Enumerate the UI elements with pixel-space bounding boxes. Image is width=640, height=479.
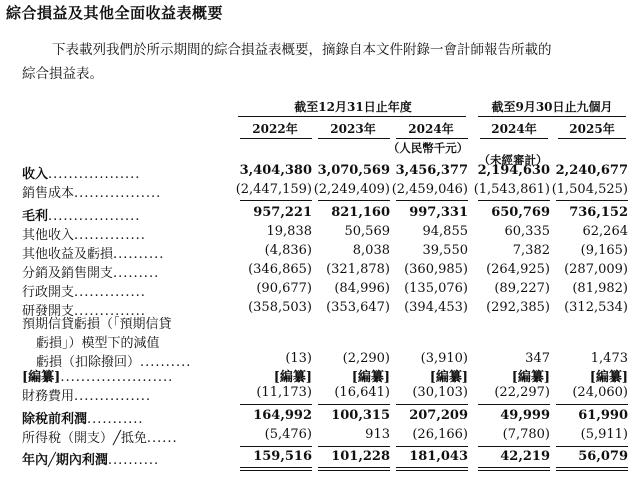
subtotal-rule bbox=[396, 404, 468, 405]
table-cell: (360,985) bbox=[404, 262, 468, 277]
double-rule-bottom bbox=[240, 470, 312, 471]
table-cell: (135,076) bbox=[404, 281, 468, 296]
table-cell: (81,982) bbox=[572, 281, 628, 296]
table-cell: (11,173) bbox=[256, 385, 312, 400]
row-label: 分銷及銷售開支......... bbox=[22, 266, 160, 281]
leader-dots: ............... bbox=[74, 389, 152, 404]
subtotal-rule bbox=[318, 200, 390, 201]
year-header-2023: 2023年 bbox=[330, 122, 376, 136]
year-underline-2024-interim bbox=[480, 138, 548, 139]
row-label: 財務費用............... bbox=[22, 389, 152, 404]
subtotal-rule bbox=[240, 404, 312, 405]
table-cell: (5,911) bbox=[580, 427, 628, 442]
table-cell: 3,456,377 bbox=[395, 163, 468, 178]
table-cell: (2,447,159) bbox=[235, 182, 312, 197]
leader-dots: ...... bbox=[146, 431, 178, 446]
page-title: 綜合損益及其他全面收益表概要 bbox=[6, 4, 224, 22]
double-rule-bottom bbox=[396, 470, 468, 471]
row-label: 研發開支.............. bbox=[22, 304, 146, 319]
row-label: 收入.................. bbox=[22, 167, 141, 182]
table-cell: 8,038 bbox=[352, 243, 390, 258]
table-cell: (358,503) bbox=[248, 300, 312, 315]
row-label: 年內╱期內利潤.......... bbox=[22, 453, 160, 468]
table-cell: (84,996) bbox=[334, 281, 390, 296]
leader-dots: .............. bbox=[74, 228, 146, 243]
intro-paragraph bbox=[22, 38, 632, 86]
table-cell: 181,043 bbox=[409, 449, 468, 464]
year-header-2025: 2025年 bbox=[569, 122, 615, 136]
table-cell: 957,221 bbox=[253, 205, 312, 220]
total-rule bbox=[240, 446, 312, 447]
currency-note: （人民幣千元） bbox=[387, 141, 469, 155]
table-cell: (346,865) bbox=[248, 262, 312, 277]
year-underline-2025 bbox=[558, 138, 626, 139]
table-cell: (5,476) bbox=[264, 427, 312, 442]
subtotal-rule bbox=[478, 200, 550, 201]
leader-dots: ......... bbox=[113, 266, 160, 281]
header-interim: 截至9月30日止九個月 bbox=[491, 100, 613, 114]
double-rule-top bbox=[556, 467, 628, 468]
double-rule-bottom bbox=[318, 470, 390, 471]
table-cell: (1,543,861) bbox=[473, 182, 550, 197]
intro-line-1: 下表載列我們於所示期間的綜合損益表概要，摘錄自本文件附錄一會計師報告所載的 bbox=[52, 42, 552, 58]
year-underline-2024 bbox=[396, 138, 468, 139]
table-cell: (287,009) bbox=[564, 262, 628, 277]
table-cell: 60,335 bbox=[504, 224, 550, 239]
table-cell: (13) bbox=[285, 351, 312, 366]
row-label: 銷售成本................. bbox=[22, 186, 162, 201]
table-cell: [編纂] bbox=[351, 370, 390, 385]
table-cell: 62,264 bbox=[582, 224, 628, 239]
double-rule-top bbox=[318, 467, 390, 468]
table-cell: 7,382 bbox=[512, 243, 550, 258]
table-cell: [編纂] bbox=[589, 370, 628, 385]
table-cell: [編纂] bbox=[511, 370, 550, 385]
leader-dots: ...................... bbox=[60, 370, 174, 385]
double-rule-top bbox=[240, 467, 312, 468]
table-cell: (2,249,409) bbox=[313, 182, 390, 197]
table-cell: [編纂] bbox=[429, 370, 468, 385]
table-cell: (24,060) bbox=[572, 385, 628, 400]
leader-dots: .......... bbox=[140, 355, 192, 370]
year-underline-2023 bbox=[318, 138, 390, 139]
subtotal-rule bbox=[556, 404, 628, 405]
table-cell: (3,910) bbox=[420, 351, 468, 366]
year-header-2024-interim: 2024年 bbox=[491, 122, 537, 136]
total-rule bbox=[318, 446, 390, 447]
double-rule-top bbox=[396, 467, 468, 468]
unaudited-note: （未經審計） bbox=[478, 153, 548, 167]
table-cell: (90,677) bbox=[256, 281, 312, 296]
row-label: 行政開支.............. bbox=[22, 285, 146, 300]
subtotal-rule bbox=[556, 200, 628, 201]
table-cell: 19,838 bbox=[266, 224, 312, 239]
table-cell: 49,999 bbox=[500, 408, 550, 423]
table-cell: 2,194,630 bbox=[477, 163, 550, 178]
subtotal-rule bbox=[396, 200, 468, 201]
table-cell: 159,516 bbox=[253, 449, 312, 464]
table-cell: (16,641) bbox=[334, 385, 390, 400]
table-cell: (4,836) bbox=[264, 243, 312, 258]
year-header-2024: 2024年 bbox=[408, 122, 454, 136]
year-underline-2022 bbox=[240, 138, 312, 139]
header-interim-underline bbox=[478, 116, 626, 117]
table-cell: 650,769 bbox=[491, 205, 550, 220]
table-cell: 101,228 bbox=[331, 449, 390, 464]
leader-dots: .......... bbox=[113, 247, 165, 262]
intro-line-2: 綜合損益表。 bbox=[22, 66, 103, 82]
table-cell: 3,070,569 bbox=[317, 163, 390, 178]
total-rule bbox=[556, 446, 628, 447]
table-cell: 50,569 bbox=[344, 224, 390, 239]
subtotal-rule bbox=[318, 404, 390, 405]
table-cell: (9,165) bbox=[580, 243, 628, 258]
table-cell: (264,925) bbox=[486, 262, 550, 277]
row-label: 毛利.................. bbox=[22, 209, 141, 224]
row-label: 除稅前利潤........... bbox=[22, 412, 144, 427]
subtotal-rule bbox=[240, 200, 312, 201]
table-cell: (22,297) bbox=[494, 385, 550, 400]
table-cell: (394,453) bbox=[404, 300, 468, 315]
row-label: 所得稅（開支）╱抵免...... bbox=[22, 431, 178, 446]
double-rule-bottom bbox=[478, 470, 550, 471]
table-cell: 61,990 bbox=[578, 408, 628, 423]
leader-dots: ................. bbox=[74, 186, 162, 201]
table-cell: 913 bbox=[365, 427, 390, 442]
table-cell: 2,240,677 bbox=[555, 163, 628, 178]
table-cell: 42,219 bbox=[500, 449, 550, 464]
table-cell: 347 bbox=[525, 351, 550, 366]
table-cell: 207,209 bbox=[409, 408, 468, 423]
table-cell: (353,647) bbox=[326, 300, 390, 315]
table-cell: (321,878) bbox=[326, 262, 390, 277]
year-header-2022: 2022年 bbox=[252, 122, 298, 136]
table-cell: (89,227) bbox=[494, 281, 550, 296]
table-cell: (2,290) bbox=[342, 351, 390, 366]
table-cell: 164,992 bbox=[253, 408, 312, 423]
double-rule-bottom bbox=[556, 470, 628, 471]
table-cell: 1,473 bbox=[590, 351, 628, 366]
row-label: 其他收益及虧損.......... bbox=[22, 247, 165, 262]
table-cell: (30,103) bbox=[412, 385, 468, 400]
leader-dots: ........... bbox=[87, 412, 144, 427]
row-label: [編纂]...................... bbox=[22, 370, 174, 385]
table-cell: 100,315 bbox=[331, 408, 390, 423]
leader-dots: .................. bbox=[48, 167, 141, 182]
table-cell: (26,166) bbox=[412, 427, 468, 442]
header-annual-underline bbox=[238, 116, 466, 117]
table-cell: 821,160 bbox=[331, 205, 390, 220]
row-label: 預期信貸虧損（「預期信貸 bbox=[22, 317, 172, 332]
table-cell: 39,550 bbox=[422, 243, 468, 258]
row-label: 其他收入.............. bbox=[22, 228, 146, 243]
subtotal-rule bbox=[478, 404, 550, 405]
table-cell: 736,152 bbox=[569, 205, 628, 220]
table-cell: (312,534) bbox=[564, 300, 628, 315]
table-cell: (7,780) bbox=[502, 427, 550, 442]
table-cell: [編纂] bbox=[273, 370, 312, 385]
table-cell: (2,459,046) bbox=[391, 182, 468, 197]
total-rule bbox=[396, 446, 468, 447]
total-rule bbox=[478, 446, 550, 447]
leader-dots: .............. bbox=[74, 285, 146, 300]
table-cell: 94,855 bbox=[422, 224, 468, 239]
table-cell: 997,331 bbox=[409, 205, 468, 220]
row-label: 虧損（扣除撥回）.......... bbox=[36, 355, 192, 370]
table-cell: (292,385) bbox=[486, 300, 550, 315]
row-label: 虧損」）模型下的減值 bbox=[36, 336, 160, 351]
header-annual: 截至12月31日止年度 bbox=[294, 100, 412, 114]
table-cell: 56,079 bbox=[578, 449, 628, 464]
double-rule-top bbox=[478, 467, 550, 468]
table-cell: 3,404,380 bbox=[239, 163, 312, 178]
leader-dots: .............. bbox=[74, 304, 146, 319]
table-cell: (1,504,525) bbox=[551, 182, 628, 197]
leader-dots: .......... bbox=[107, 453, 160, 468]
leader-dots: .................. bbox=[48, 209, 141, 224]
